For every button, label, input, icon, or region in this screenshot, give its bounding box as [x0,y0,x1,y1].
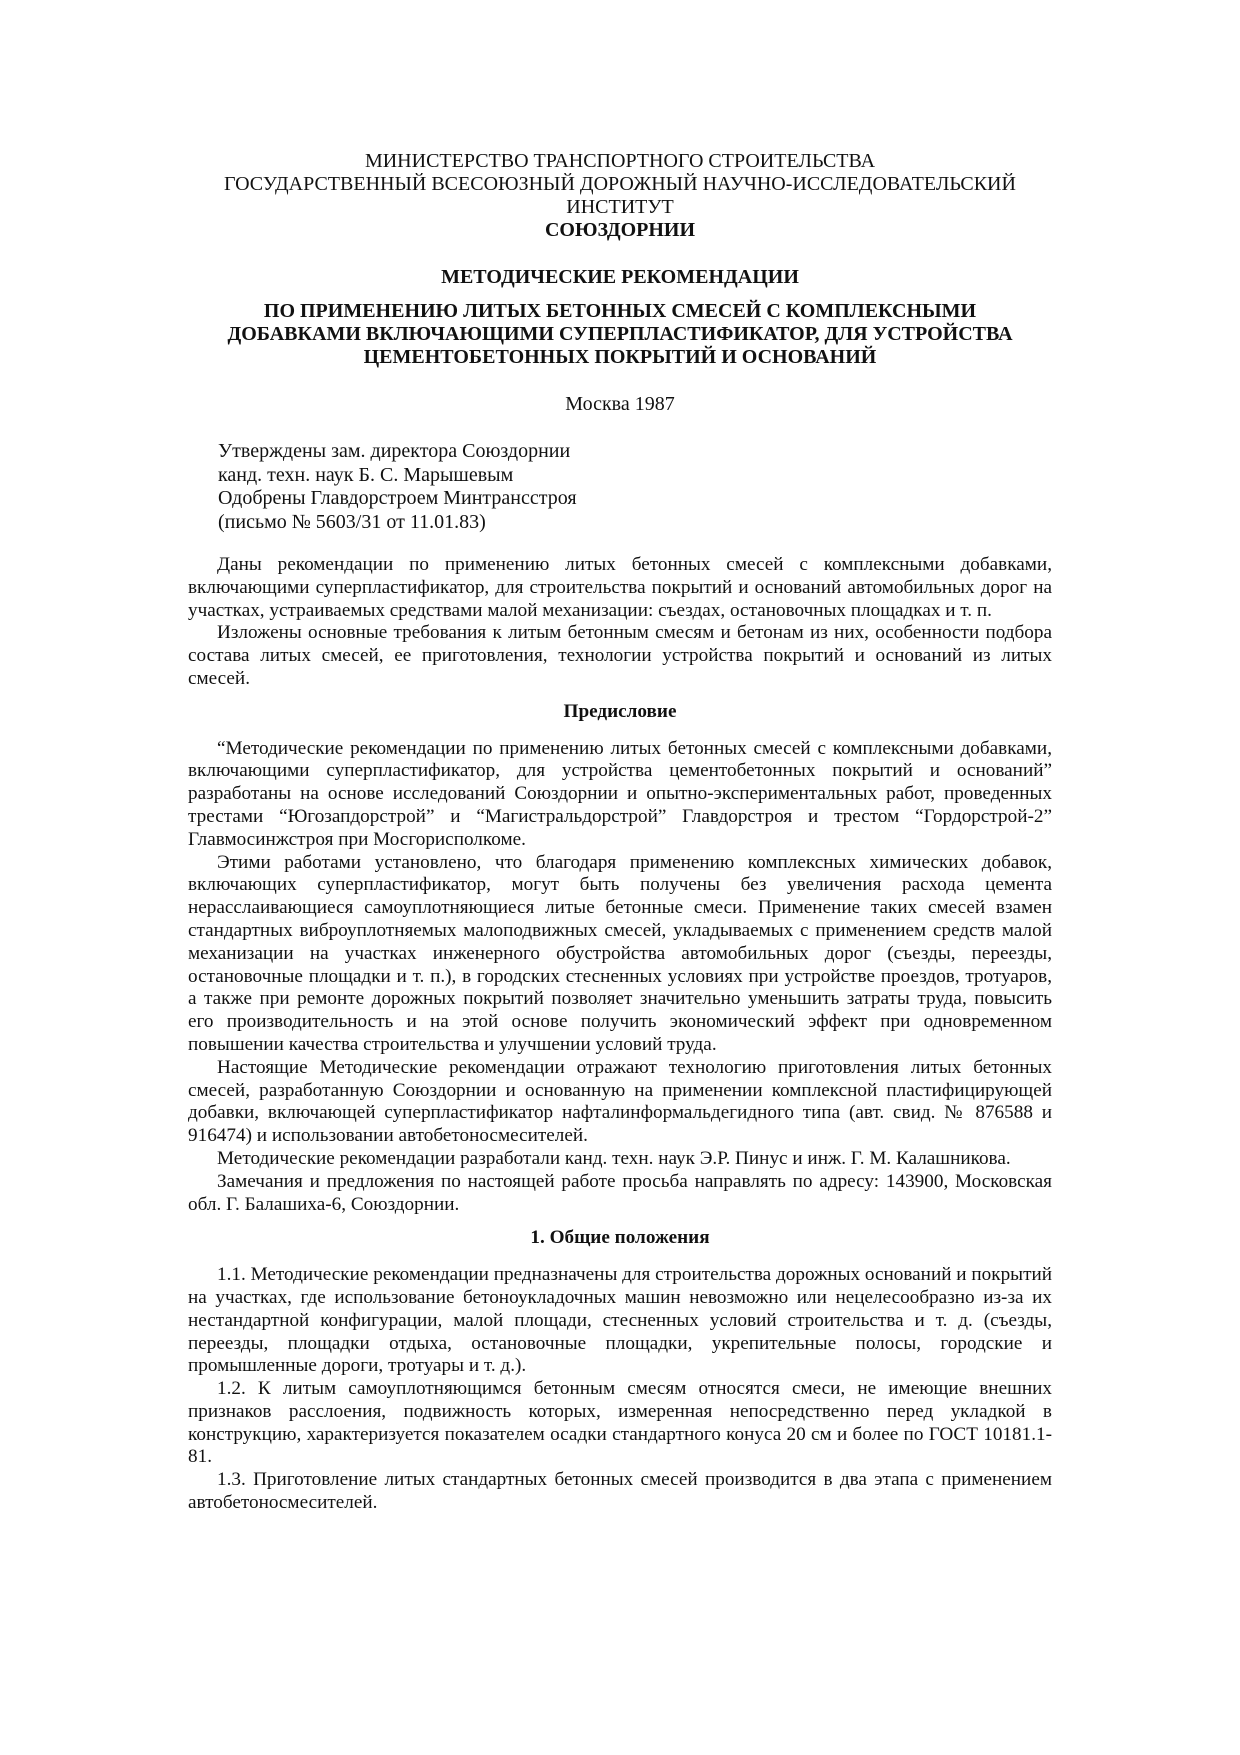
document-title-line1: ПО ПРИМЕНЕНИЮ ЛИТЫХ БЕТОННЫХ СМЕСЕЙ С КОМПЛЕКСНЫМИ [263,300,977,322]
approval-line3: Одобрены Главдорстроем Минтрансстроя [218,487,577,509]
document-title-line2: ДОБАВКАМИ ВКЛЮЧАЮЩИМИ СУПЕРПЛАСТИФИКАТОР, ДЛЯ УСТРОЙСТВА [227,323,1013,345]
document-title [190,300,1050,369]
document-title-line3: ЦЕМЕНТОБЕТОННЫХ ПОКРЫТИЙ И ОСНОВАНИЙ [363,346,877,368]
foreword-paragraph-5: Замечания и предложения по настоящей работе просьба направлять по адресу: 143900, Московская обл. Г. Балашиха-6, Союздорнии. [188,1170,1052,1215]
abstract-paragraph-2: Изложены основные требования к литым бетонным смесям и бетонам из них, особенности подбора состава литых смесей, ее приготовления, технологии устройства покрытий и оснований из литых смесей. [188,622,1052,689]
document-type: МЕТОДИЧЕСКИЕ РЕКОМЕНДАЦИИ [441,266,799,288]
approval-line2: канд. техн. наук Б. С. Марышевым [218,463,514,486]
document-header [190,150,1050,242]
city-year: Москва 1987 [565,393,675,415]
foreword-paragraph-1: “Методические рекомендации по применению литых бетонных смесей с комплексными добавками, включающими суперпластификатор, для устройства цементобетонных покрытий и оснований” разработаны на основе исследований Союздорнии и опытно-экспериментальных работ, проведенных трестами “Югозапдорстрой” и “Магистральдорстрой” Главдорстроя и трестом “Гордорстрой-2” Главмосинжстроя при Мосгорисполкоме. [188,737,1052,850]
foreword-paragraph-2: Этими работами установлено, что благодаря применению комплексных химических добавок, включающих суперпластификатор, могут быть получены без увеличения расхода цемента нерасслаивающиеся самоуплотняющиеся литые бетонные смеси. Применение таких смесей взамен стандартных виброуплотняемых малоподвижных смесей, укладываемых с применением средств малой механизации на участках инженерного обустройства автомобильных дорог (съезды, переезды, остановочные площадки и т. п.), в городских стесненных условиях при устройстве проездов, тротуаров, а также при ремонте дорожных покрытий позволяет значительно уменьшить затраты труда, повысить его производительность и на этой основе получить экономический эффект при одновременном повышении качества строительства и улучшении условий труда. [188,851,1052,1055]
section-1-paragraph-2: 1.2. К литым самоуплотняющимся бетонным смесям относятся смеси, не имеющие внешних признаков расслоения, подвижность которых, измеренная непосредственно перед укладкой в конструкцию, характеризуется показателем осадки стандартного конуса 20 см и более по ГОСТ 10181.1-81. [188,1378,1052,1468]
section-1-paragraph-1: 1.1. Методические рекомендации предназначены для строительства дорожных оснований и покрытий на участках, где использование бетоноукладочных машин невозможно или нецелесообразно из-за их нестандартной конфигурации, малой площади, стесненных условий строительства и т. д. (съезды, переезды, площадки отдыха, остановочные площадки, укрепительные полосы, городские и промышленные дороги, тротуары и т. д.). [188,1264,1052,1377]
approval-line1: Утверждены зам. директора Союздорнии [218,440,571,462]
approval-line4: (письмо № 5603/31 от 11.01.83) [218,510,486,533]
foreword-paragraph-3: Настоящие Методические рекомендации отражают технологию приготовления литых бетонных смесей, разработанную Союздорнии и основанную на применении комплексной пластифицирующей добавки, включающей суперпластификатор нафталинформальдегидного типа (авт. свид. № 876588 и 916474) и использовании автобетоносмесителей. [188,1056,1052,1147]
institute-name-line2: ИНСТИТУТ [566,196,674,218]
ministry-name: МИНИСТЕРСТВО ТРАНСПОРТНОГО СТРОИТЕЛЬСТВА [364,150,876,172]
document-body [188,554,1052,1515]
foreword-heading: Предисловие [563,700,677,722]
abstract-paragraph-1: Даны рекомендации по применению литых бетонных смесей с комплексными добавками, включающими суперпластификатор, для строительства покрытий и оснований автомобильных дорог на участках, устраиваемых средствами малой механизации: съездах, остановочных площадках и т. п. [188,554,1052,621]
section-1-heading: 1. Общие положения [530,1227,710,1249]
institute-name-line1: ГОСУДАРСТВЕННЫЙ ВСЕСОЮЗНЫЙ ДОРОЖНЫЙ НАУЧНО-ИССЛЕДОВАТЕЛЬСКИЙ [224,173,1016,195]
section-1-paragraph-3: 1.3. Приготовление литых стандартных бетонных смесей производится в два этапа с применением автобетоносмесителей. [188,1469,1052,1514]
foreword-paragraph-4: Методические рекомендации разработали канд. техн. наук Э.Р. Пинус и инж. Г. М. Калашникова. [217,1147,1011,1169]
approval-block [218,440,577,534]
institute-abbreviation: СОЮЗДОРНИИ [544,219,696,241]
